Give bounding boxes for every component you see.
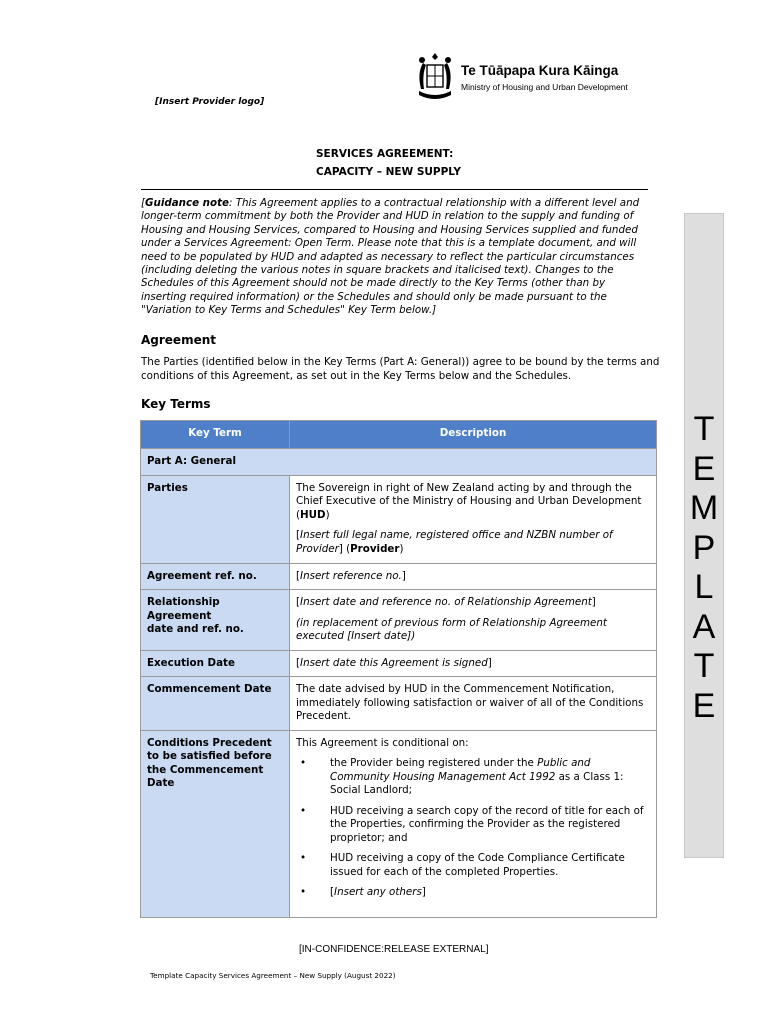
others-placeholder: Insert any others	[334, 886, 422, 898]
stamp-letter: T	[693, 410, 715, 448]
footer-document-note: Template Capacity Services Agreement – New Supply (August 2022)	[150, 971, 396, 980]
label-ref: Agreement ref. no.	[141, 563, 290, 590]
list-item: • HUD receiving a copy of the Code Compliance Certificate issued for each of the completed Properties.	[296, 852, 650, 879]
col-description: Description	[290, 421, 657, 449]
title-line-2: CAPACITY – NEW SUPPLY	[316, 166, 461, 178]
stamp-letter: L	[694, 568, 714, 606]
label-conditions: Conditions Precedent to be satisfied before the Commencement Date	[141, 730, 290, 917]
section-row	[141, 449, 657, 476]
label-relationship-2: date and ref. no.	[147, 623, 244, 635]
table-row-commencement	[141, 677, 657, 731]
stamp-letter: P	[692, 528, 716, 567]
condition-1a: the Provider being registered under the	[330, 757, 538, 769]
label-execution: Execution Date	[141, 650, 290, 677]
desc-commencement: The date advised by HUD in the Commencement Notification, immediately following satisfaction or waiver of all of the Conditions Precedent.	[290, 677, 657, 731]
bracket-close: ]	[487, 656, 492, 669]
provider-placeholder: Insert full legal name, registered office and NZBN number of Provider	[296, 529, 613, 555]
table-header-row	[141, 421, 657, 449]
desc-parties	[290, 475, 657, 563]
paren-close: )	[399, 542, 404, 555]
label-relationship-1: Relationship Agreement	[147, 596, 220, 622]
table-row-ref	[141, 563, 657, 590]
agreement-heading: Agreement	[141, 333, 216, 347]
stamp-letter: E	[692, 449, 716, 488]
guidance-label: Guidance note	[145, 197, 229, 209]
guidance-text: : This Agreement applies to a contractual relationship with a different level and longer-term commitment by both the Provider and HUD in relation to the supply and funding of Housing and Housing Services, compared to Housing and Housing Services supplied and funded under a Services Agreement: Open Term. Please note that this is a template document, and will need to be populated by HUD and adapted as necessary to reflect the particular circumstances (including deleting the various notes in square brackets and italicised text). Changes to the Schedules of this Agreement should not be made directly to the Key Terms (other than by inserting required information) or the Schedules and should only be made pursuant to the "Variation to Key Terms and Schedules" Key Term below.	[141, 197, 640, 317]
document-title	[316, 145, 461, 181]
bracket-open: [	[296, 529, 301, 541]
ministry-title: Te Tūāpapa Kura Kāinga	[461, 63, 619, 78]
list-item	[296, 886, 650, 900]
title-divider	[141, 189, 648, 190]
bracket-open: [	[330, 886, 335, 898]
parties-hud-text: The Sovereign in right of New Zealand acting by and through the Chief Executive of the Ministry of Housing and Urban Development (	[296, 481, 642, 521]
relationship-placeholder: Insert date and reference no. of Relationship Agreement	[300, 596, 592, 608]
stamp-letter: T	[693, 647, 715, 685]
col-key-term: Key Term	[141, 421, 290, 449]
relationship-p1	[296, 596, 650, 610]
stamp-letter: A	[692, 607, 716, 646]
bracket-close: ]	[591, 596, 596, 608]
desc-execution	[290, 650, 657, 677]
desc-conditions	[290, 730, 657, 917]
desc-ref	[290, 563, 657, 590]
bracket-close: ]	[401, 569, 406, 582]
table-row-parties	[141, 475, 657, 563]
label-relationship	[141, 590, 290, 651]
table-row-relationship	[141, 590, 657, 651]
conditions-intro: This Agreement is conditional on:	[296, 736, 469, 749]
conditions-list	[296, 757, 650, 900]
list-item	[296, 757, 650, 798]
stamp-letter: E	[692, 686, 716, 725]
provider-abbrev: Provider	[350, 542, 400, 555]
section-part-a: Part A: General	[141, 449, 657, 476]
confidentiality-marking: [IN-CONFIDENCE:RELEASE EXTERNAL]	[299, 944, 489, 955]
paren-close: )	[325, 508, 330, 521]
guidance-note	[141, 197, 651, 318]
list-item: • HUD receiving a search copy of the record of title for each of the Properties, confirming the Provider as the registered proprietor; and	[296, 805, 650, 846]
key-terms-table	[140, 420, 657, 918]
key-terms-heading: Key Terms	[141, 397, 211, 411]
desc-relationship	[290, 590, 657, 651]
execution-placeholder: Insert date this Agreement is signed	[300, 656, 488, 669]
ref-placeholder: Insert reference no.	[300, 569, 402, 582]
label-parties: Parties	[141, 475, 290, 563]
title-line-1: SERVICES AGREEMENT:	[316, 148, 454, 160]
parties-hud	[296, 482, 650, 523]
bracket-open: [	[141, 197, 146, 209]
ministry-subtitle: Ministry of Housing and Urban Development	[461, 82, 628, 92]
nz-coat-of-arms-icon	[413, 51, 457, 103]
bracket-open: [	[296, 596, 301, 608]
hud-abbrev: HUD	[300, 508, 326, 521]
bracket-close: ] (	[338, 542, 351, 555]
act-name: Public and Community Housing Management Act 1992	[330, 757, 591, 783]
relationship-p2: (in replacement of previous form of Relationship Agreement executed [Insert date])	[296, 616, 607, 642]
table-row-conditions	[141, 730, 657, 917]
stamp-letter: M	[689, 489, 719, 527]
parties-provider	[296, 529, 650, 556]
label-commencement: Commencement Date	[141, 677, 290, 731]
bracket-open: [	[296, 569, 301, 582]
provider-logo-placeholder: [Insert Provider logo]	[155, 97, 265, 107]
bracket-close: ]	[432, 304, 437, 317]
agreement-text: The Parties (identified below in the Key Terms (Part A: General)) agree to be bound by the terms and conditions of this Agreement, as set out in the Key Terms below and the Schedules.	[141, 356, 660, 382]
bracket-close: ]	[421, 886, 426, 898]
table-row-execution	[141, 650, 657, 677]
condition-1c: as a Class 1: Social Landlord;	[330, 770, 624, 796]
bracket-open: [	[296, 656, 301, 669]
template-stamp	[684, 410, 724, 726]
